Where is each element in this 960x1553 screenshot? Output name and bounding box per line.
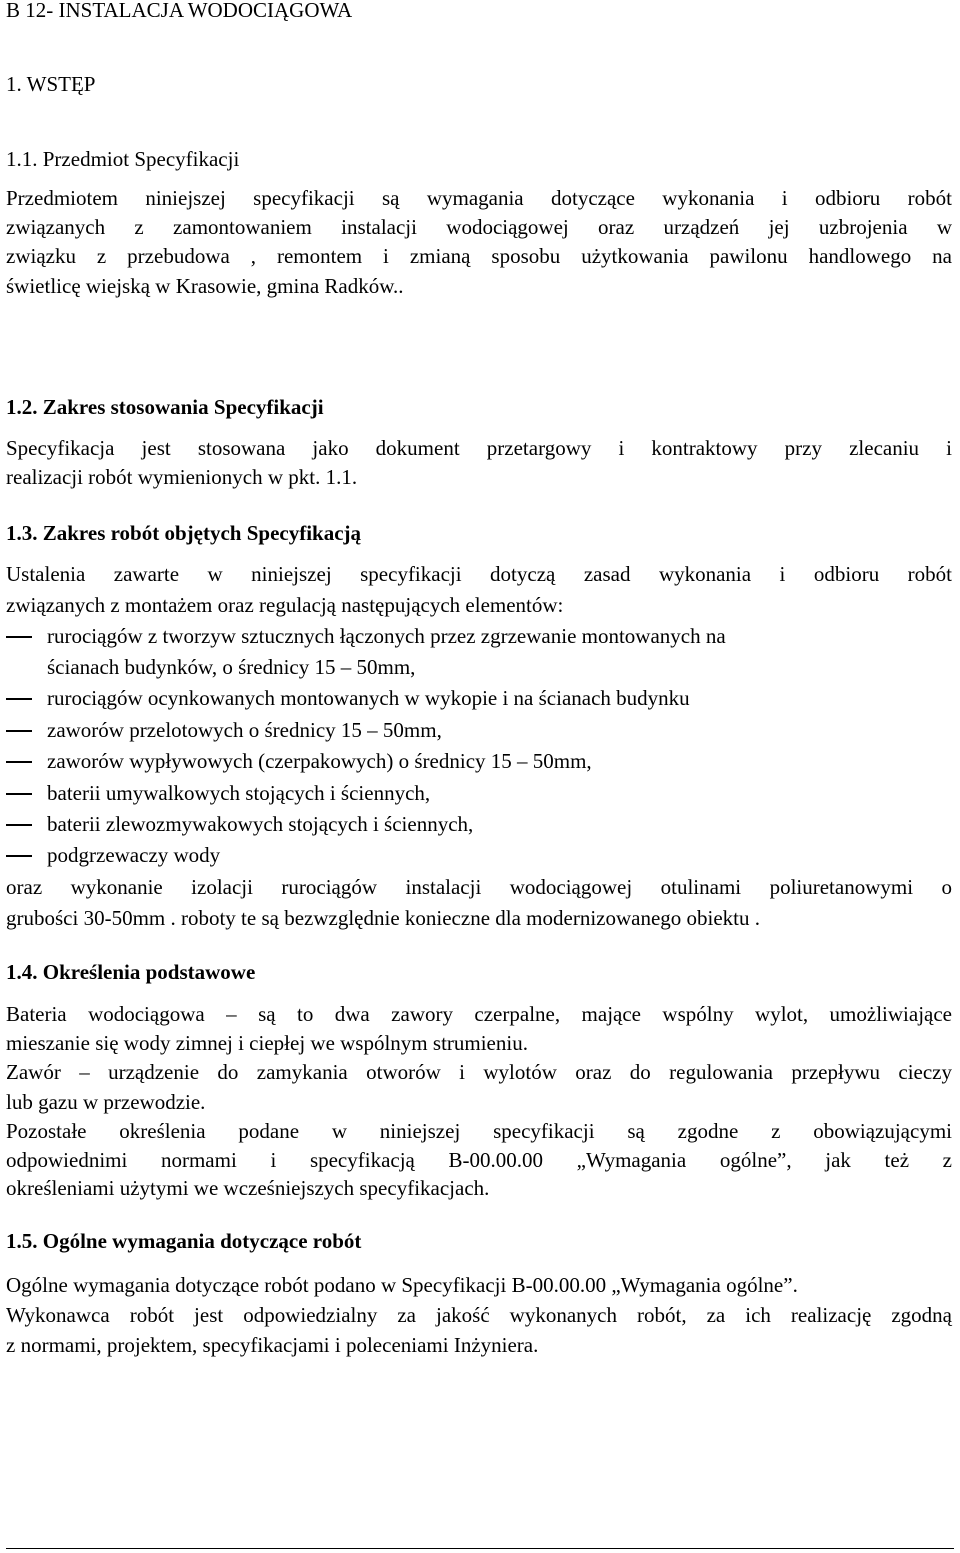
list-item: rurociągów z tworzyw sztucznych łączonych przez zgrzewanie montowanych na <box>47 624 726 648</box>
list-item: zaworów przelotowych o średnicy 15 – 50mm, <box>47 718 442 742</box>
section-1-3-line: Ustalenia zawarte w niniejszej specyfikacji dotyczą zasad wykonania i odbioru robót <box>6 562 952 586</box>
list-item: zaworów wypływowych (czerpakowych) o średnicy 15 – 50mm, <box>47 749 592 773</box>
section-1-2-heading: 1.2. Zakres stosowania Specyfikacji <box>6 395 324 419</box>
section-1-4-line: lub gazu w przewodzie. <box>6 1090 206 1114</box>
list-item: baterii zlewozmywakowych stojących i ściennych, <box>47 812 474 836</box>
list-item: podgrzewaczy wody <box>47 843 221 867</box>
section-1-3-line: związanych z montażem oraz regulacją następujących elementów: <box>6 593 564 617</box>
section-1-2-line: Specyfikacja jest stosowana jako dokument przetargowy i kontraktowy przy zlecaniu i <box>6 436 952 460</box>
section-1-5-heading: 1.5. Ogólne wymagania dotyczące robót <box>6 1229 362 1253</box>
intro-heading: 1. WSTĘP <box>6 72 96 96</box>
list-dash <box>6 793 32 795</box>
section-1-4-line: mieszanie się wody zimnej i ciepłej we wspólnym strumieniu. <box>6 1031 528 1055</box>
section-1-1-heading: 1.1. Przedmiot Specyfikacji <box>6 147 240 171</box>
list-item: baterii umywalkowych stojących i ściennych, <box>47 781 431 805</box>
section-1-4-line: Zawór – urządzenie do zamykania otworów i wylotów oraz do regulowania przepływu cieczy <box>6 1060 952 1084</box>
section-1-3-after-line: oraz wykonanie izolacji rurociągów instalacji wodociągowej otulinami poliuretanowymi o <box>6 875 952 899</box>
section-1-4-line: odpowiednimi normami i specyfikacją B-00.00.00 „Wymagania ogólne”, jak też z <box>6 1148 952 1172</box>
list-dash <box>6 855 32 857</box>
footer-divider <box>6 1548 954 1549</box>
section-1-3-after-line: grubości 30-50mm . roboty te są bezwzględnie konieczne dla modernizowanego obiektu . <box>6 906 761 930</box>
section-1-4-line: Pozostałe określenia podane w niniejszej specyfikacji są zgodne z obowiązującymi <box>6 1119 952 1143</box>
section-1-1-line: Przedmiotem niniejszej specyfikacji są wymagania dotyczące wykonania i odbioru robót <box>6 186 952 210</box>
section-1-4-heading: 1.4. Określenia podstawowe <box>6 960 256 984</box>
section-1-5-line: Ogólne wymagania dotyczące robót podano w Specyfikacji B-00.00.00 „Wymagania ogólne”. <box>6 1273 798 1297</box>
list-item-continuation: ścianach budynków, o średnicy 15 – 50mm, <box>47 655 416 679</box>
list-item: rurociągów ocynkowanych montowanych w wykopie i na ścianach budynku <box>47 686 690 710</box>
section-1-5-line: z normami, projektem, specyfikacjami i poleceniami Inżyniera. <box>6 1333 539 1357</box>
list-dash <box>6 636 32 638</box>
section-1-4-line: określeniami użytymi we wcześniejszych specyfikacjach. <box>6 1176 490 1200</box>
section-1-1-line: związanych z zamontowaniem instalacji wodociągowej oraz urządzeń jej uzbrojenia w <box>6 215 952 239</box>
section-1-4-line: Bateria wodociągowa – są to dwa zawory czerpalne, mające wspólny wylot, umożliwiające <box>6 1002 952 1026</box>
section-1-1-line: związku z przebudowa , remontem i zmianą sposobu użytkowania pawilonu handlowego na <box>6 244 952 268</box>
section-1-2-line: realizacji robót wymienionych w pkt. 1.1. <box>6 465 358 489</box>
section-1-5-line: Wykonawca robót jest odpowiedzialny za jakość wykonanych robót, za ich realizację zgodną <box>6 1303 952 1327</box>
list-dash <box>6 824 32 826</box>
list-dash <box>6 698 32 700</box>
list-dash <box>6 761 32 763</box>
section-1-1-line: świetlicę wiejską w Krasowie, gmina Radków.. <box>6 274 404 298</box>
section-1-3-heading: 1.3. Zakres robót objętych Specyfikacją <box>6 521 362 545</box>
list-dash <box>6 730 32 732</box>
document-title: B 12- INSTALACJA WODOCIĄGOWA <box>6 0 353 22</box>
